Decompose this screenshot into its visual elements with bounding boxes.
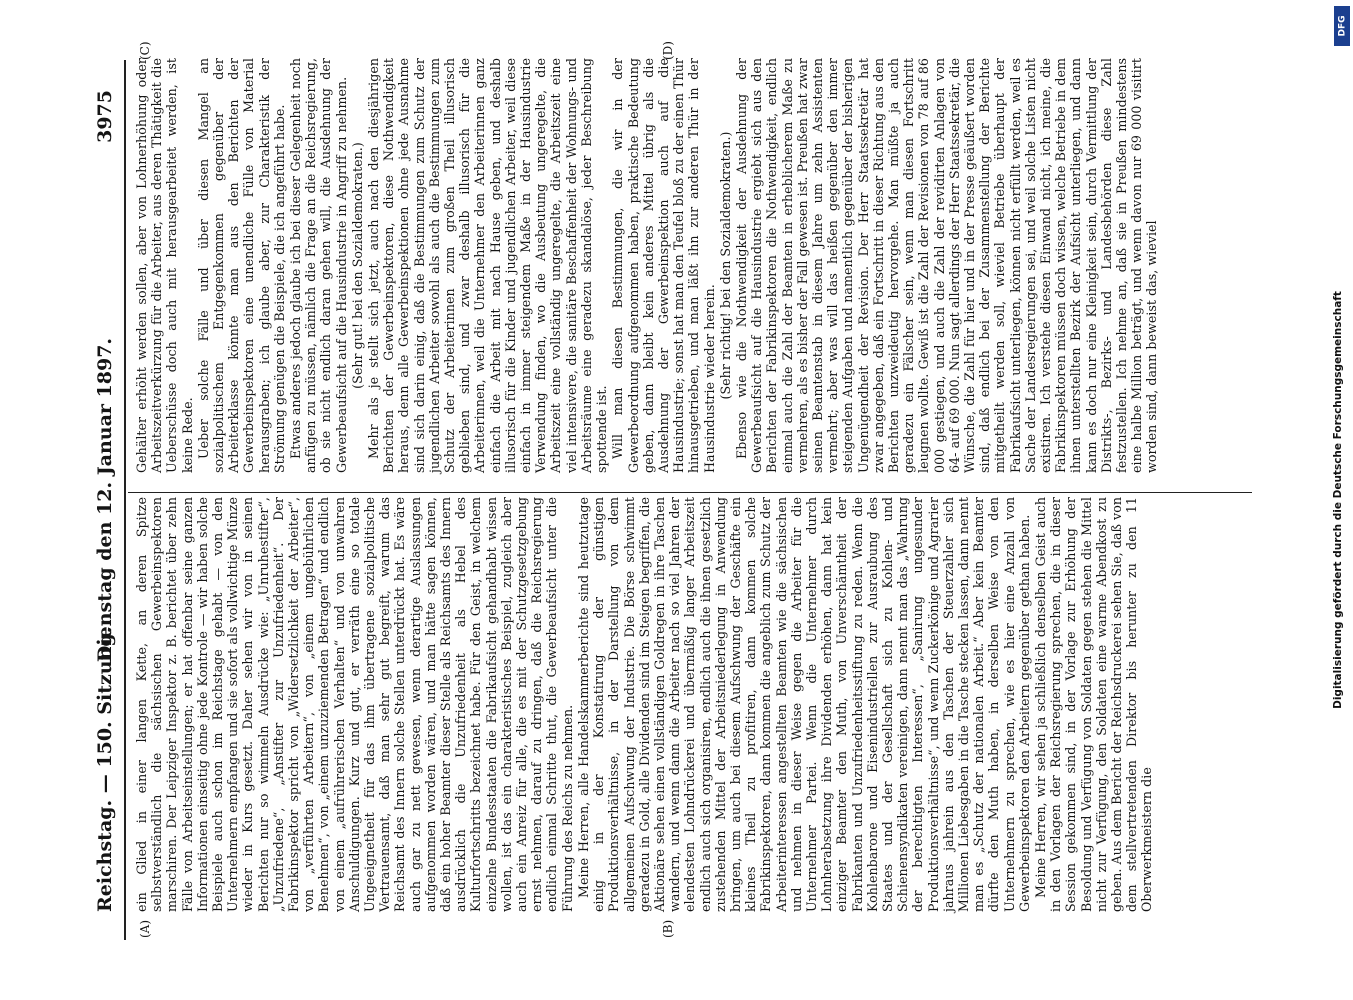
paragraph: Ueber solche Fälle und über diesen Mangel an sozialpolitischem Entgegenkommen gegenüber der Arbeiterklasse könnte man aus den Berichten der Gewerbeinspektoren eine unendliche Fülle von Material herausgraben; ich glaube aber, zur Charakteristik der Strömung genügen die Beispiele, die ich angeführt habe. — [195, 58, 287, 473]
marker-d: (D) — [661, 41, 675, 60]
right-column — [134, 58, 1250, 473]
page-number: 3975 — [94, 90, 116, 143]
paragraph: Ebenso wie die Nothwendigkeit der Ausdehnung der Gewerbeaufsicht auf die Hausindustrie ergiebt sich aus den Berichten der Fabrikinspektoren die Nothwendigkeit, endlich einmal auch die Zahl der Beamten in erheblicherem Maße zu vermehren, als es bisher der Fall gewesen ist. Preußen hat zwar seinen Beamtenstab in diesem Jahre um zehn Assistenten vermehrt; aber was will das heißen gegenüber den immer steigenden Aufgaben und namentlich gegenüber der bisherigen Ungenügendheit der Revision. Der Herr Staatssekretär hat zwar angegeben, daß ein Fortschritt in dieser Richtung aus den Berichten unzweideutig hervorgehe. Man müßte ja auch geradezu ein Fälscher sein, wenn man diesen Fortschritt leugnen wollte. Gewiß ist die Zahl der Revisionen von 78 auf 86 000 gestiegen, und auch die Zahl der revidirten Anlagen von 64- auf 69 000. Nun sagt allerdings der Herr Staatssekretär, die Wünsche, die Zahl für hier und in der Presse geäußert worden sind, daß endlich bei der Zusammenstellung der Berichte mitgetheilt werden soll, wieviel Betriebe überhaupt der Fabrikaufsicht unterliegen, können nicht erfüllt werden, weil es Sache der Landesregierungen sei, und weil solche Listen nicht existiren. Ich verstehe diesen Einwand nicht, ich meine, die Fabrikinspektoren müssen doch wissen, welche Betriebe in dem ihnen unterstellten Bezirk der Aufsicht unterliegen, und dann kann es doch nur eine Kleinigkeit sein, durch Vermittlung der Distrikts-, Bezirks- und Landesbehörden diese Zahl festzustellen. Ich nehme an, daß sie in Preußen mindestens eine halbe Million beträgt, und wenn davon nur 69 000 visitirt worden sind, dann beweist das, wieviel — [733, 58, 1160, 473]
dfg-logo-text: DFG — [1337, 15, 1348, 37]
paragraph: Gehälter erhöht werden sollen, aber von Lohnerhöhung oder Arbeitszeitverkürzung für die Arbeiter, aus deren Thätigkeit die Ueberschüsse doch auch mit herausgearbeitet werden, ist keine Rede. — [134, 58, 195, 473]
paragraph: Etwas anderes jedoch glaube ich bei dieser Gelegenheit noch anfügen zu müssen, nämlich die Frage an die Reichsregierung, ob sie nicht endlich daran gehen will, die Ausdehnung der Gewerbeaufsicht auf die Hausindustrie in Angriff zu nehmen. — [288, 58, 349, 473]
header-rule — [124, 60, 126, 940]
scanned-page — [86, 40, 1266, 960]
marker-b: (B) — [661, 919, 675, 938]
paragraph: ein Glied in einer langen Kette, an deren Spitze selbstverständlich die sächsischen Gewerbeinspektoren marschiren. Der Leipziger Inspektor z. B. berichtet über zehn Fälle von Arbeitseinstellungen; er hat offenbar seine ganzen Informationen einseitig ohne jede Kontrole — wir haben solche Beispiele auch schon im Reichstage gehabt — von den Unternehmern empfangen und sie sofort als vollwichtige Münze wieder in Kurs gesetzt. Daher sehen wir von in seinen Berichten nur so wimmeln Ausdrücke wie: „Unruhestifter“, „Unzufriedene“, „Anstifter zur Unzufriedenheit“. Der Fabrikinspektor spricht von „Widersetzlichkeit der Arbeiter“, von „verführten Arbeitern“, von „einem ungebührlichen Benehmen“, von „einem unzuziemenden Betragen“ und endlich von einem „aufrührerischen Verhalten“ und von unwahren Anschuldigungen. Kurz und gut, er verräth eine so totale Ungeeignetheit für das ihm übertragene sozialpolitische Vertrauensamt, daß man sehr gut begreift, warum das Reichsamt des Innern solche Stellen unterdrückt hat. Es wäre auch gar zu nett gewesen, wenn derartige Auslassungen aufgenommen worden wären, und man hätte sagen können, daß ein hoher Beamter dieser Stelle als Reichsamts des Innern ausdrücklich die Unzufriedenheit als Hebel des Kulturfortschritts bezeichnet habe. Für den Geist, in welchem einzelne Bundesstaaten die Fabrikaufsicht gehandhabt wissen wollen, ist das ein charakteristisches Beispiel, zugleich aber auch ein Anreiz für alle, die es mit der Schutzgesetzgebung ernst nehmen, darauf zu dringen, daß die Reichsregierung endlich einmal Schritte thut, die Gewerbeaufsicht unter die Führung des Reichs zu nehmen. — [134, 497, 575, 912]
paragraph: Mehr als je stellt sich jetzt, auch nach den diesjährigen Berichten der Gewerbeinspektoren, diese Nothwendigkeit heraus, denn alle Gewerbeinspektionen ohne jede Ausnahme sind sich darin einig, daß die Bestimmungen zum Schutz der jugendlichen Arbeiter sowohl als auch die Bestimmungen zum Schutz der Arbeiterinnen zum großen Theil illusorisch geblieben sind, und zwar deshalb illusorisch für die Arbeiterinnen, weil die Unternehmer den Arbeiterinnen ganz einfach die Arbeit mit nach Hause geben, und deshalb illusorisch für die Kinder und jugendlichen Arbeiter, weil diese einfach in immer steigendem Maße in der Hausindustrie Verwendung finden, wo die Ausbeutung ungeregelte, die Arbeitszeit eine vollständig ungeregelte, die Arbeitszeit eine viel intensivere, die sanitäre Beschaffenheit der Wohnungs- und Arbeitsräume eine geradezu skandalöse, jeder Beschreibung spottende ist. — [366, 58, 610, 473]
header-left: Reichstag. — 150. Sitzung. — [94, 626, 116, 912]
interjection: (Sehr gut! bei den Sozialdemokraten.) — [349, 142, 365, 389]
paragraph: Meine Herren, wir sehen ja schließlich denselben Geist auch in den Vorlagen der Reichsregierung sprechen, die in dieser Session gekommen sind, in der Vorlage zur Erhöhung der Besoldung und Verfügung von Soldaten gegen stehen die Mittel nicht zur Verfügung, den Soldaten eine warme Abendkost zu geben. Aus dem Bericht der Reichsdruckerei sehen Sie, daß von dem stellvertretenden Direktor bis herunter zu den 11 Oberwerkmeistern die — [1032, 497, 1155, 912]
header-date: Dienstag den 12. Januar 1897. — [94, 337, 116, 663]
dfg-logo — [1334, 6, 1350, 46]
paragraph: Will man diesen Bestimmungen, die wir in der Gewerbeordnung aufgenommen haben, praktische Bedeutung geben, dann bleibt kein anderes Mittel übrig als die Ausdehnung der Gewerbeinspektion auch auf die Hausindustrie; sonst hat man den Teufel bloß zu der einen Thür hinausgetrieben, und man läßt ihn zur anderen Thür in der Hausindustrie wieder herein. — [610, 58, 717, 473]
column-divider — [128, 492, 1252, 493]
digitization-credit: Digitalisierung gefördert durch die Deutsche Forschungsgemeinschaft — [1332, 291, 1344, 709]
left-column — [134, 497, 1250, 912]
marker-c: (C) — [138, 41, 152, 60]
page-header — [86, 60, 124, 940]
paragraph: Meine Herren, alle Handelskammerberichte sind heutzutage einig in der Konstatirung der günstigen Produktionsverhältnisse, in der Darstellung von dem allgemeinen Aufschwung der Industrie. Die Börse schwimmt geradezu in Gold, alle Dividenden sind im Steigen begriffen, die Aktionäre sehen einen vollständigen Goldregen in ihre Taschen wandern, und wenn dann die Arbeiter nach so viel Jahren der elendesten Lohndrückerei und übermäßig langer Arbeitszeit endlich auch sich organisiren, endlich auch die ihnen gesetzlich zustehenden Mittel der Arbeitsniederlegung in Anwendung bringen, um auch bei diesem Aufschwung der Geschäfte ein kleines Theil zu profitiren, dann kommen solche Fabrikinspektoren, dann kommen die angeblich zum Schutz der Arbeiterinteressen angestellten Beamten wie die sächsischen und nehmen in dieser Weise gegen die Arbeiter für die Unternehmer Partei. Wenn die Unternehmer durch Lohnherabsetzung ihre Dividenden erhöhen, dann hat kein einziger Beamter den Muth, von Unverschämtheit der Fabrikanten und Unzufriedenheitsstiftung zu reden. Wenn die Kohlenbarone und Eisenindustriellen zur Ausraubung des Staates und der Gesellschaft sich zu Kohlen- und Schienensyndikaten vereinigen, dann nennt man das „Wahrung der berechtigten Interessen“, „Sanirung ungesunder Produktionsverhältnisse“, und wenn Zuckerkönige und Agrarier jahraus jahrein aus den Taschen der Steuerzahler sich Millionen Liebesgaben in die Tasche stecken lassen, dann nennt man es „Schutz der nationalen Arbeit.“ Aber kein Beamter dürfte den Muth haben, in derselben Weise von den Unternehmern zu sprechen, wie es hier eine Anzahl von Gewerbeinspektoren den Arbeitern gegenüber gethan haben. — [575, 497, 1032, 912]
marker-a: (A) — [138, 919, 152, 938]
interjection: (Sehr richtig! bei den Sozialdemokraten.) — [717, 131, 733, 400]
